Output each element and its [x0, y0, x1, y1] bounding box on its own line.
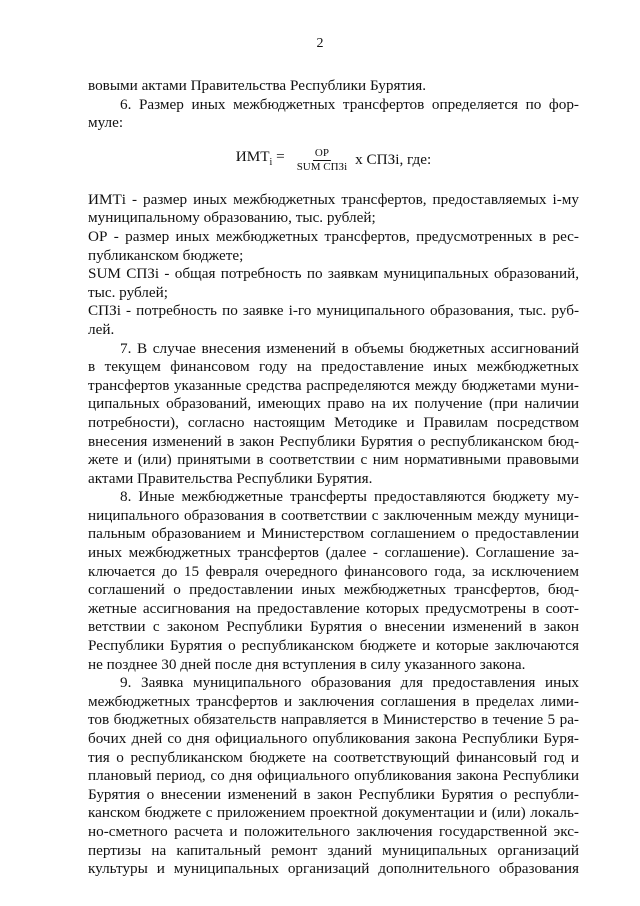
text-line: ципальных образований, имеющих право на их получение (при наличии [88, 395, 579, 413]
text-line: 9. Заявка муниципального образования для предоставления иных [120, 674, 579, 692]
text-line: жете и (или) принятыми в соответствии с ним нормативными правовыми [88, 451, 579, 469]
text-line: тов бюджетных обязательств направляется в Министерство в течение 5 ра- [88, 711, 579, 729]
text-line: Бурятия о внесении изменений в закон Республики Бурятия о республи- [88, 785, 579, 803]
text-line: канском бюджете с приложением проектной документации и (или) локаль- [88, 804, 579, 822]
formula-lhs [236, 148, 285, 173]
formula-rhs: x СПЗi, где: [355, 151, 432, 169]
text-line: культуры и муниципальных организаций дополнительного образования [88, 860, 579, 878]
formula [88, 133, 579, 189]
text-line: публиканском бюджете; [88, 246, 244, 264]
text-line: пертизы на капитальный ремонт зданий муниципальных организаций [88, 841, 579, 859]
paragraph-8 [88, 488, 579, 674]
text-line: трансфертов указанные средства распределяются между бюджетами муни- [88, 376, 579, 394]
text-line: 7. В случае внесения изменений в объемы бюджетных ассигнований [120, 339, 579, 357]
text-line: иных межбюджетных трансфертов (далее - соглашение). Соглашение за- [88, 544, 579, 562]
text-line: ниципального образования в соответствии с заключенным между муници- [88, 506, 579, 524]
text-line: соглашений о предоставлении иных межбюджетных трансфертов, бюд- [88, 581, 579, 599]
text-line: 6. Размер иных межбюджетных трансфертов определяется по фор- [120, 95, 579, 113]
text-line: вовыми актами Правительства Республики Бурятия. [88, 77, 427, 94]
text-line: тия о республиканском бюджете на соответствующий финансовый год и [88, 748, 579, 766]
text-line: жетные ассигнования на предоставление которых предусмотрены в соот- [88, 599, 579, 617]
text-line: в текущем финансовом году на предоставление иных межбюджетных [88, 358, 579, 376]
text-line: муле: [88, 114, 124, 132]
definition-imti [88, 191, 579, 228]
text-line: плановый период, со дня официального опубликования закона Республики [88, 767, 579, 785]
definition-sum-spzi [88, 265, 579, 302]
page-number: 2 [316, 36, 324, 51]
text-line: бочих дней со дня официального опубликования закона Республики Буря- [88, 730, 579, 747]
text-line: ИМТi - размер иных межбюджетных трансфертов, предоставляемых i-му [88, 190, 579, 208]
text-line: 8. Иные межбюджетные трансферты предоставляются бюджету му- [120, 488, 579, 506]
text-line: межбюджетных трансфертов и заключения соглашения в пределах лими- [88, 692, 579, 710]
text-line: ключается до 15 февраля очередного финансового года, за исключением [88, 562, 579, 580]
text-line: лей. [88, 320, 115, 338]
paragraph-6 [88, 96, 579, 133]
definition-spzi [88, 302, 579, 339]
text-line: SUM СПЗi - общая потребность по заявкам муниципальных образований, [88, 265, 579, 283]
text-line: Республики Бурятия о республиканском бюджете и которые заключаются [88, 637, 579, 655]
text-line: муниципальному образованию, тыс. рублей; [88, 209, 376, 227]
formula-denominator: SUM СПЗi [296, 161, 348, 174]
paragraph-intro [88, 77, 579, 96]
text-line: ОР - размер иных межбюджетных трансфертов, предусмотренных в рес- [88, 227, 579, 245]
text-line: ветствии с законом Республики Бурятия о внесении изменений в закон [88, 618, 579, 636]
text-line: тыс. рублей; [88, 283, 168, 301]
text-line: потребности), согласно настоящим Методике и Правилам посредством [88, 413, 579, 431]
formula-lhs-symbol: ИМТ [235, 148, 270, 166]
definition-or [88, 228, 579, 265]
formula-numerator: ОР [314, 147, 329, 160]
text-line: СПЗi - потребность по заявке i-го муниципального образования, тыс. руб- [88, 302, 579, 320]
paragraph-9 [88, 674, 579, 879]
text-line: актами Правительства Республики Бурятия. [88, 469, 373, 487]
definitions-list [88, 191, 579, 340]
document-body [88, 77, 579, 879]
text-line: не позднее 30 дней после дня вступления в силу указанного закона. [88, 655, 526, 673]
formula-equals: = [272, 148, 285, 166]
formula-lhs-subscript: i [269, 157, 273, 169]
text-line: внесения изменений в закон Республики Бурятия о республиканском бюд- [88, 432, 579, 450]
text-line: но-сметного расчета и положительного заключения государственной экс- [88, 822, 579, 840]
text-line: пальным образованием и Министерством соглашением о предоставлении [88, 525, 579, 543]
formula-fraction [295, 147, 349, 174]
paragraph-7 [88, 340, 579, 489]
